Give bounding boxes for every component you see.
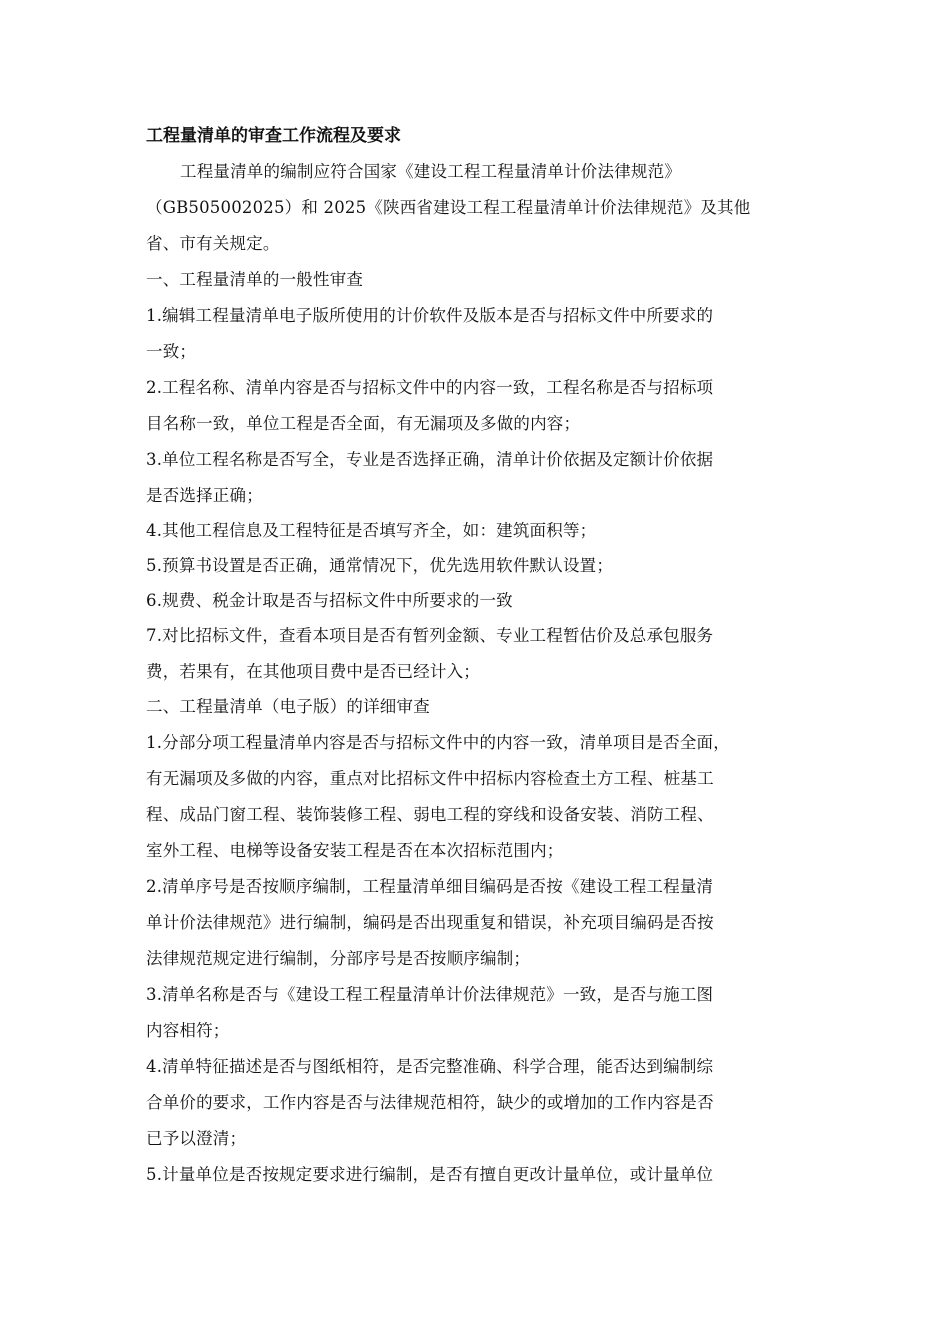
document-title: 工程量清单的审查工作流程及要求 <box>146 126 401 146</box>
paragraph-line: 法律规范规定进行编制，分部序号是否按顺序编制； <box>146 949 531 968</box>
paragraph-line: 2.工程名称、清单内容是否与招标文件中的内容一致，工程名称是否与招标项 <box>146 378 714 397</box>
paragraph-line: 是否选择正确； <box>146 486 263 505</box>
paragraph-line: 省、市有关规定。 <box>146 234 280 253</box>
paragraph-line: 已予以澄清； <box>146 1129 247 1148</box>
paragraph-line: 4.其他工程信息及工程特征是否填写齐全，如：建筑面积等； <box>146 521 597 540</box>
paragraph-line: 费，若果有，在其他项目费中是否已经计入； <box>146 662 480 681</box>
paragraph-line: 4.清单特征描述是否与图纸相符，是否完整准确、科学合理，能否达到编制综 <box>146 1057 714 1076</box>
paragraph-line: 目名称一致，单位工程是否全面，有无漏项及多做的内容； <box>146 414 581 433</box>
paragraph-line: 7.对比招标文件，查看本项目是否有暂列金额、专业工程暂估价及总承包服务 <box>146 626 714 645</box>
paragraph-line: 3.清单名称是否与《建设工程工程量清单计价法律规范》一致，是否与施工图 <box>146 985 714 1004</box>
paragraph-line: 一致； <box>146 342 197 361</box>
paragraph-line: 合单价的要求，工作内容是否与法律规范相符，缺少的或增加的工作内容是否 <box>146 1093 714 1112</box>
paragraph-line: 内容相符； <box>146 1021 230 1040</box>
paragraph-line: 有无漏项及多做的内容，重点对比招标文件中招标内容检查土方工程、桩基工 <box>146 769 714 788</box>
paragraph-line: 单计价法律规范》进行编制，编码是否出现重复和错误，补充项目编码是否按 <box>146 913 714 932</box>
paragraph-line: 1.编辑工程量清单电子版所使用的计价软件及版本是否与招标文件中所要求的 <box>146 306 714 325</box>
paragraph-line: 程、成品门窗工程、装饰装修工程、弱电工程的穿线和设备安装、消防工程、 <box>146 805 714 824</box>
paragraph-line: 5.计量单位是否按规定要求进行编制，是否有擅自更改计量单位，或计量单位 <box>146 1165 714 1184</box>
paragraph-line: 1.分部分项工程量清单内容是否与招标文件中的内容一致，清单项目是否全面， <box>146 733 730 752</box>
paragraph-line: 6.规费、税金计取是否与招标文件中所要求的一致 <box>146 591 513 610</box>
paragraph-line: 2.清单序号是否按顺序编制，工程量清单细目编码是否按《建设工程工程量清 <box>146 877 714 896</box>
section-heading: 二、工程量清单（电子版）的详细审查 <box>146 697 430 716</box>
paragraph-line: 工程量清单的编制应符合国家《建设工程工程量清单计价法律规范》 <box>180 162 681 181</box>
paragraph-line: （GB505002025）和 2025《陕西省建设工程工程量清单计价法律规范》及其他 <box>146 198 751 217</box>
paragraph-line: 5.预算书设置是否正确，通常情况下，优先选用软件默认设置； <box>146 556 614 575</box>
paragraph-line: 3.单位工程名称是否写全，专业是否选择正确，清单计价依据及定额计价依据 <box>146 450 714 469</box>
paragraph-line: 室外工程、电梯等设备安装工程是否在本次招标范围内； <box>146 841 564 860</box>
section-heading: 一、工程量清单的一般性审查 <box>146 270 364 289</box>
